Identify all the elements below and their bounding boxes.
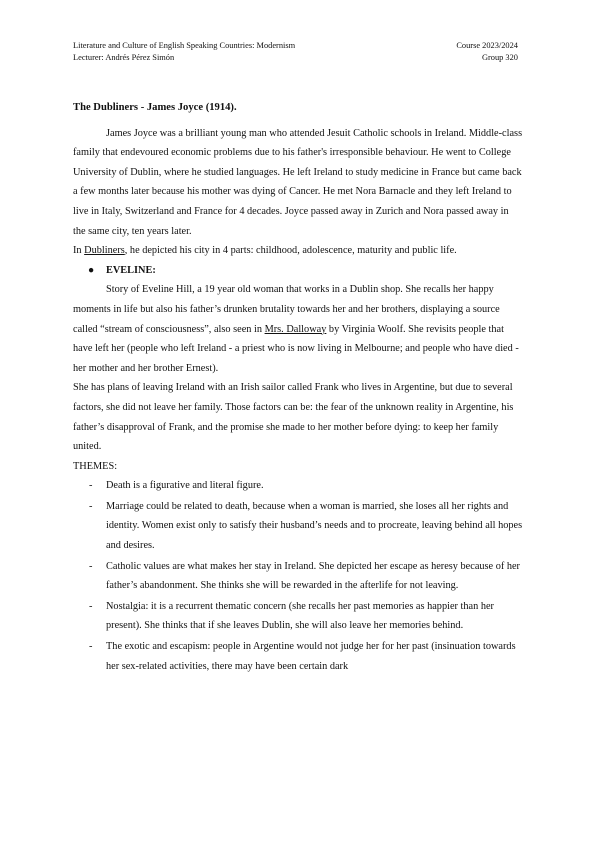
themes-label: THEMES: <box>73 460 118 472</box>
parts-paragraph <box>73 241 523 261</box>
intro-paragraph: James Joyce was a brilliant young man who attended Jesuit Catholic schools in Ireland. Middle-class family that endevoured economic problems due to his father's irresponsible behaviour. He went to College University of Dublin, where he studied languages. He left Ireland to study medicine in France but came back a few months later because his mother was dying of Cancer. He met Nora Barnacle and they left Ireland to live in Italy, Switzerland and France for 4 decades. Joyce passed away in Zurich and Nora passed away in the same city, ten years later. <box>73 127 523 237</box>
document-title: The Dubliners - James Joyce (1914). <box>73 102 237 113</box>
parts-post: , he depicted his city in 4 parts: childhood, adolescence, maturity and public life. <box>124 245 457 257</box>
theme-item <box>73 497 523 556</box>
course-name: Literature and Culture of English Speaking Countries: Modernism <box>73 41 296 50</box>
section-title: EVELINE: <box>106 264 156 276</box>
dash-marker: - <box>89 641 93 653</box>
bullet-icon: ● <box>88 264 95 276</box>
dash-marker: - <box>89 480 93 492</box>
theme-item <box>73 637 523 676</box>
lecturer-name: Lecturer: Andrés Pérez Simón <box>73 53 175 62</box>
theme-item <box>73 597 523 636</box>
parts-pre: In <box>73 245 85 257</box>
theme-item <box>73 557 523 596</box>
story-paragraph <box>73 280 523 378</box>
themes-list <box>73 476 523 676</box>
story-paragraph-2: She has plans of leaving Ireland with an Irish sailor called Frank who lives in Argentine, but due to several factors, she did not leave her family. Those factors can be: the fear of the unknown reality in Argentine, his father’s disapproval of Frank, and the promise she made to her mother before dying: to keep her family united. <box>73 382 514 453</box>
mrs-dalloway-title: Mrs. Dalloway <box>264 323 327 335</box>
dubliners-title: Dubliners <box>84 245 125 257</box>
story-pre: Story of Eveline Hill, a 19 year old woman that works in a Dublin shop. She recalls her happy moments in life but also his father’s drunken brutality towards her and her brothers, displaying a source called “stream of consciousness”, also seen in <box>73 284 500 335</box>
theme-text: Death is a figurative and literal figure. <box>106 480 264 492</box>
story-post: by Virginia Woolf. She revisits people that have left her (people who left Ireland - a priest who is now living in Melbourne; and people who have died - her mother and her brother Ernest). <box>73 323 519 374</box>
header-row-1 <box>73 40 518 52</box>
dash-marker: - <box>89 560 93 572</box>
theme-text: The exotic and escapism: people in Argentine would not judge her for her past (insinuation towards her sex-related activities, there may have been certain dark <box>106 641 516 672</box>
document-body <box>73 98 523 677</box>
theme-text: Marriage could be related to death, because when a woman is married, she loses all her rights and identity. Women exist only to satisfy their husband’s needs and to procreate, leaving behind all hopes and desires. <box>106 500 523 552</box>
header-row-2 <box>73 52 518 64</box>
dash-marker: - <box>89 500 93 512</box>
section-heading-eveline <box>73 261 523 281</box>
theme-text: Nostalgia: it is a recurrent thematic concern (she recalls her past memories as happier than her present). She thinks that if she leaves Dublin, she will also leave her memories behind. <box>106 600 494 632</box>
theme-text: Catholic values are what makes her stay in Ireland. She depicted her escape as heresy because of her father’s abandonment. She thinks she will be rewarded in the afterlife for not leaving. <box>106 560 520 592</box>
theme-item <box>73 476 523 496</box>
group-number: Group 320 <box>481 53 518 62</box>
dash-marker: - <box>89 600 93 612</box>
course-year: Course 2023/2024 <box>456 41 518 50</box>
